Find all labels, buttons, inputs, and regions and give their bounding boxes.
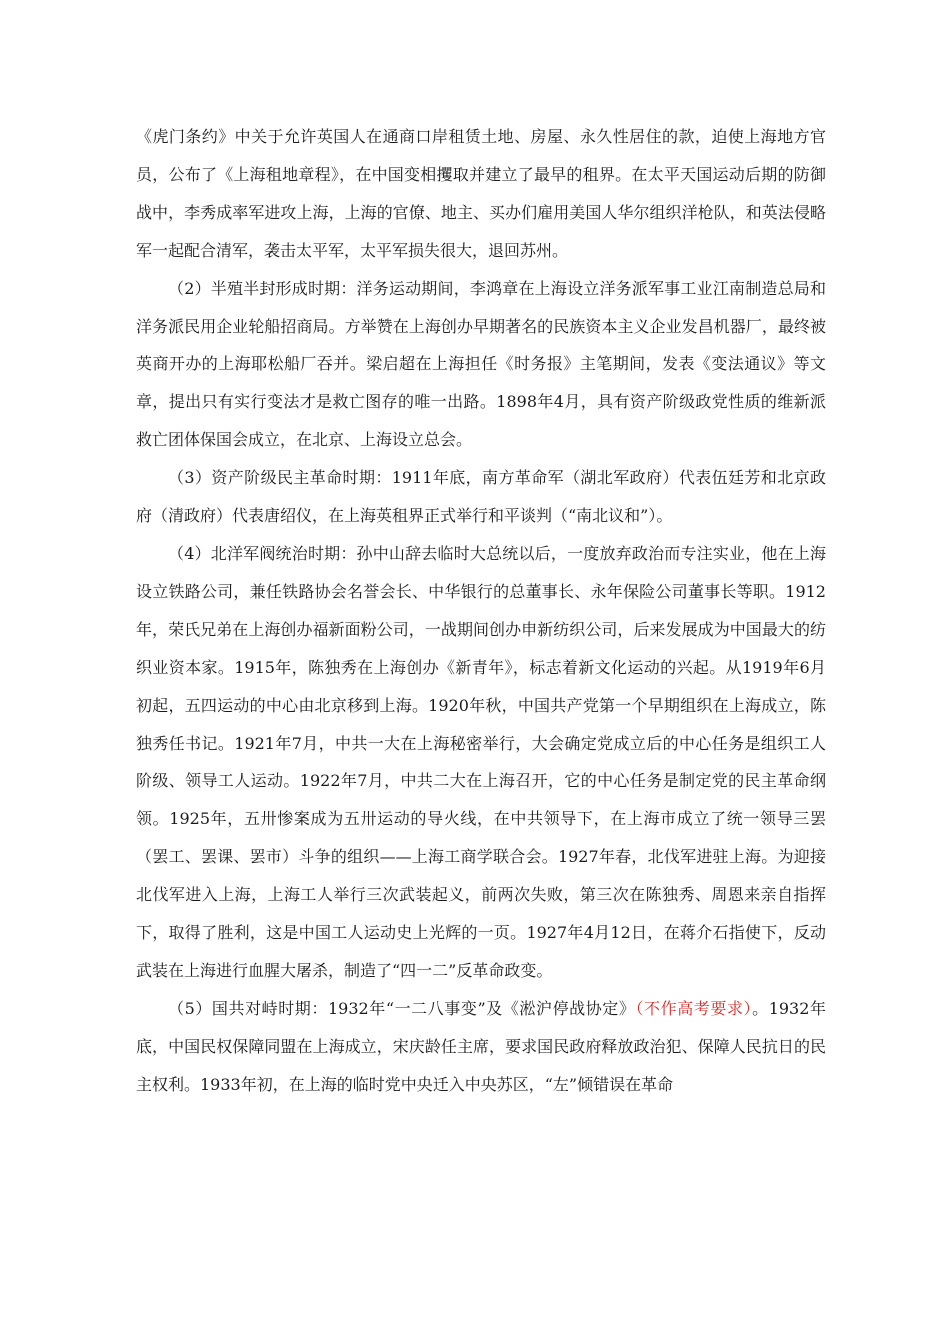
document-body [136,118,826,1104]
paragraph-text-after-note: 。1932年底，中国民权保障同盟在上海成立，宋庆龄任主席，要求国民政府释放政治犯、保障人民抗日的民主权利。1933年初，在上海的临时党中央迁入中央苏区，“左”倾错误在革命 [136,998,826,1094]
exam-note-red: （不作高考要求） [635,998,753,1018]
paragraph-text-before-note: （5）国共对峙时期：1932年“一二八事变”及《淞沪停战协定》 [168,998,636,1018]
paragraph-semi-colonial-period: （2）半殖半封形成时期：洋务运动期间，李鸿章在上海设立洋务派军事工业江南制造总局和洋务派民用企业轮船招商局。方举赞在上海创办早期著名的民族资本主义企业发昌机器厂，最终被英商开办的上海耶松船厂吞并。梁启超在上海担任《时务报》主笔期间，发表《变法通议》等文章，提出只有实行变法才是救亡图存的唯一出路。1898年4月，具有资产阶级政党性质的维新派救亡团体保国会成立，在北京、上海设立总会。 [136,278,826,450]
paragraph-treaty-concessions: 《虎门条约》中关于允许英国人在通商口岸租赁土地、房屋、永久性居住的款，迫使上海地方官员，公布了《上海租地章程》，在中国变相攫取并建立了最早的租界。在太平天国运动后期的防御战中，李秀成率军进攻上海，上海的官僚、地主、买办们雇用美国人华尔组织洋枪队，和英法侵略军一起配合清军，袭击太平军，太平军损失很大，退回苏州。 [136,127,826,260]
paragraph-kmt-cpc-confrontation-period [136,990,826,1104]
paragraph-bourgeois-revolution-period: （3）资产阶级民主革命时期：1911年底，南方革命军（湖北军政府）代表伍廷芳和北京政府（清政府）代表唐绍仪，在上海英租界正式举行和平谈判（“南北议和”）。 [136,468,826,526]
paragraph-beiyang-warlord-period: （4）北洋军阀统治时期：孙中山辞去临时大总统以后，一度放弃政治而专注实业，他在上海设立铁路公司，兼任铁路协会名誉会长、中华银行的总董事长、永年保险公司董事长等职。1912年，荣氏兄弟在上海创办福新面粉公司，一战期间创办申新纺织公司，后来发展成为中国最大的纺织业资本家。1915年，陈独秀在上海创办《新青年》，标志着新文化运动的兴起。从1919年6月初起，五四运动的中心由北京移到上海。1920年秋，中国共产党第一个早期组织在上海成立，陈独秀任书记。1921年7月，中共一大在上海秘密举行，大会确定党成立后的中心任务是组织工人阶级、领导工人运动。1922年7月，中共二大在上海召开，它的中心任务是制定党的民主革命纲领。1925年，五卅惨案成为五卅运动的导火线，在中共领导下，在上海市成立了统一领导三罢（罢工、罢课、罢市）斗争的组织——上海工商学联合会。1927年春，北伐军进驻上海。为迎接北伐军进入上海，上海工人举行三次武装起义，前两次失败，第三次在陈独秀、周恩来亲自指挥下，取得了胜利，这是中国工人运动史上光辉的一页。1927年4月12日，在蒋介石指使下，反动武装在上海进行血腥大屠杀，制造了“四一二”反革命政变。 [136,543,826,980]
